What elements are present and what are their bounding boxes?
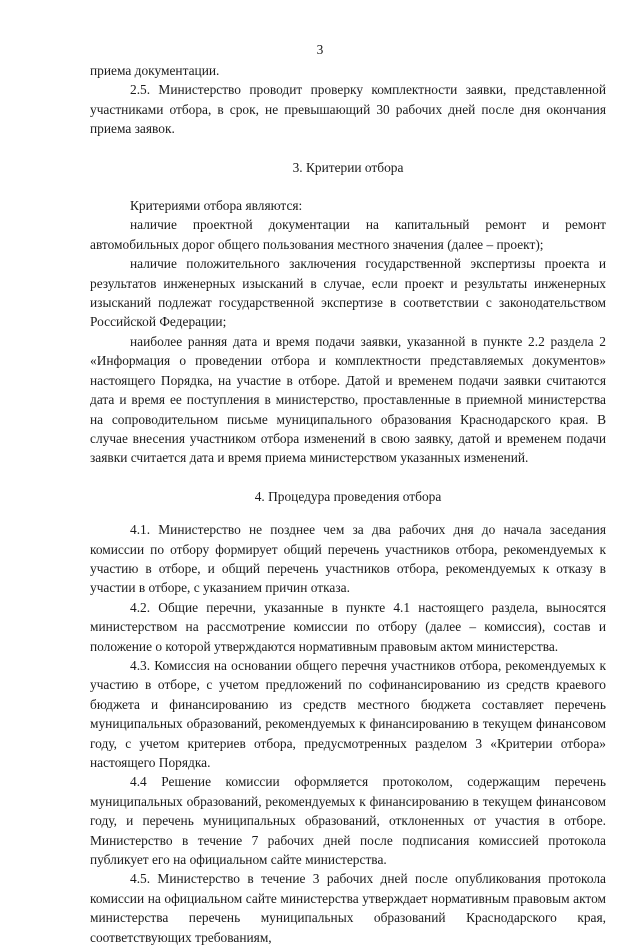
paragraph-continuation: приема документации. [90, 63, 220, 78]
criterion-project-docs: наличие проектной документации на капитальный ремонт и ремонт автомобильных дорог общего пользования местного значения (далее – проект); [90, 217, 606, 252]
document-body [90, 61, 606, 947]
criterion-expertise: наличие положительного заключения государственной экспертизы проекта и результатов инженерных изысканий в случае, если проект и результаты инженерных изысканий подлежат государственной экспертизе в соответствии с законодательством Российской Федерации; [90, 256, 606, 330]
paragraph-4-4: 4.4 Решение комиссии оформляется протоколом, содержащим перечень муниципальных образований, рекомендуемых к финансированию в текущем финансовом году, и перечень муниципальных образований, отклоненных от участия в отборе. Министерство в течение 7 рабочих дней после подписания комиссией протокола публикует его на официальном сайте министерства. [90, 774, 606, 868]
page-number: 3 [316, 42, 324, 57]
paragraph-4-3: 4.3. Комиссия на основании общего перечня участников отбора, рекомендуемых к участию в отборе, с учетом предложений по софинансированию из средств краевого бюджета и финансированию из средств местного бюджета составляет перечень муниципальных образований, рекомендуемых к финансированию в текущем финансовом году, с учетом критериев отбора, предусмотренных разделом 3 «Критерии отбора» настоящего Порядка. [90, 657, 606, 770]
paragraph-4-2: 4.2. Общие перечни, указанные в пункте 4.1 настоящего раздела, выносятся министерством на рассмотрение комиссии по отбору (далее – комиссия), состав и положение о которой утверждаются нормативным правовым актом министерства. [90, 599, 606, 654]
criterion-earliest-date: наиболее ранняя дата и время подачи заявки, указанной в пункте 2.2 раздела 2 «Информация о проведении отбора и комплектности представляемых документов» настоящего Порядка, на участие в отборе. Датой и временем подачи заявки считаются дата и время ее поступления в министерство, проставленные в приемной министерства на сопроводительном письме муниципального образования Краснодарского края. В случае внесения участником отбора изменений в свою заявку, датой и временем подачи заявки считается дата и время приема министерством указанных изменений. [90, 333, 606, 466]
paragraph-4-5: 4.5. Министерство в течение 3 рабочих дней после опубликования протокола комиссии на официальном сайте министерства утверждает нормативным правовым актом министерства перечень муниципальных образований Краснодарского края, соответствующих требованиям, [90, 871, 606, 945]
paragraph-4-1: 4.1. Министерство не позднее чем за два рабочих дня до начала заседания комиссии по отбору формирует общий перечень участников отбора, рекомендуемых к участию в отборе, и общий перечень участников отбора, рекомендуемых к отказу в участии в отборе, с указанием причин отказа. [90, 522, 606, 596]
paragraph-2-5: 2.5. Министерство проводит проверку комплектности заявки, представленной участниками отбора, в срок, не превышающий 30 рабочих дней после дня окончания приема заявок. [90, 82, 606, 137]
section-4-heading: 4. Процедура проведения отбора [254, 488, 442, 504]
criteria-intro: Критериями отбора являются: [130, 198, 303, 214]
section-3-heading: 3. Критерии отбора [292, 159, 404, 175]
